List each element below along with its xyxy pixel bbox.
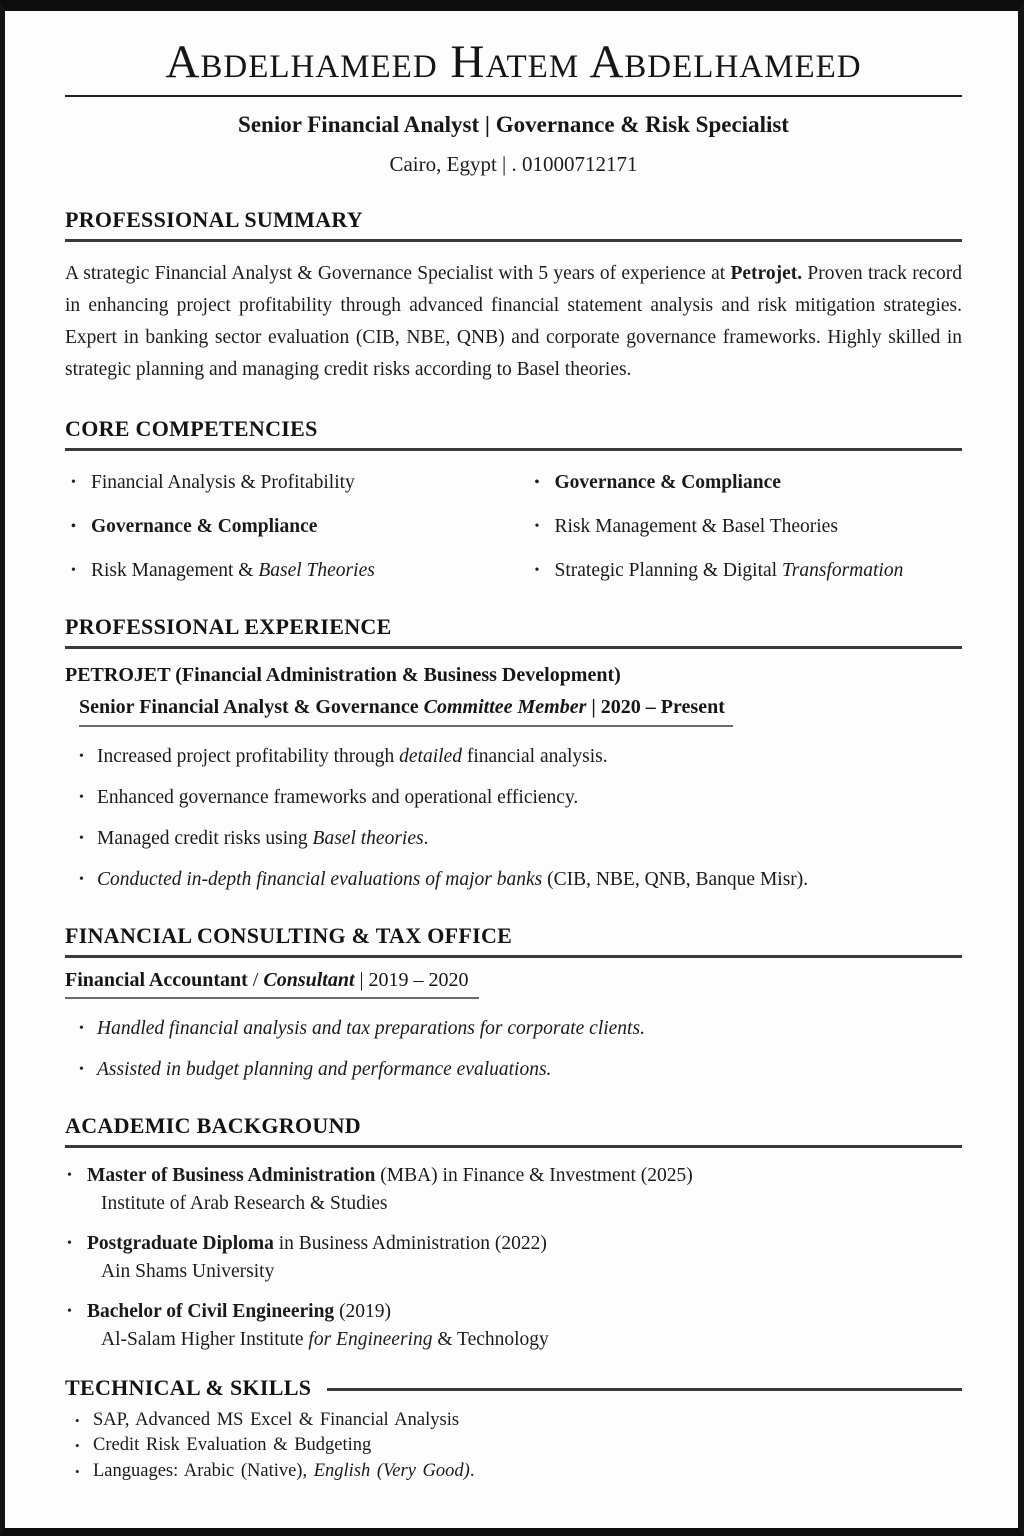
section-professional-summary — [65, 207, 962, 386]
degree-line — [87, 1298, 962, 1325]
degree-detail: (2019) — [334, 1300, 392, 1322]
experience-bullet — [65, 866, 962, 893]
skills-heading-rule — [327, 1388, 962, 1391]
summary-text-lead: A strategic Financial Analyst & Governance Specialist with 5 years of experience at — [65, 262, 731, 284]
contact-line: Cairo, Egypt | . 01000712171 — [389, 151, 638, 176]
role-line-wrap — [65, 687, 962, 727]
institution-name: Al-Salam Higher Institute — [101, 1328, 309, 1350]
institution-name: Institute of Arab Research & Studies — [101, 1192, 388, 1214]
degree-detail: (MBA) in Finance & Investment (2025) — [375, 1164, 693, 1186]
summary-paragraph — [65, 258, 962, 386]
education-list — [65, 1162, 962, 1353]
degree-detail: in Business Administration (2022) — [273, 1232, 547, 1254]
bullet-text-italic: Basel theories — [312, 827, 424, 849]
bullet-text: Enhanced governance frameworks and operational efficiency. — [97, 786, 579, 808]
degree-title: Postgraduate Diploma — [87, 1232, 274, 1254]
consulting-bullet — [65, 1015, 962, 1042]
role-text-italic: Committee Member — [423, 695, 587, 718]
education-heading: ACADEMIC BACKGROUND — [65, 1113, 962, 1148]
competency-label: Risk Management & Basel Theories — [554, 515, 838, 537]
summary-text-rest: Proven track record in enhancing project profitability through advanced financial statement analysis and risk mitigation strategies. Expert in banking sector evaluation (CIB, NBE, QNB) and corporate governance frameworks. Highly skilled in strategic planning and managing credit risks according to Basel theories. — [65, 262, 963, 380]
section-academic-background — [65, 1113, 962, 1353]
skill-text-italic: English (Very Good) — [313, 1460, 470, 1481]
institution-line — [87, 1327, 962, 1353]
degree-title: Master of Business Administration — [87, 1164, 376, 1186]
education-item — [65, 1298, 962, 1353]
consulting-bullet — [65, 1056, 962, 1083]
skills-list — [65, 1408, 962, 1485]
bullet-text-italic: Conducted in-depth financial evaluations of major banks — [97, 868, 543, 890]
resume-header — [65, 37, 962, 177]
competency-label: Financial Analysis & Profitability — [91, 471, 355, 493]
bullet-text-italic: Assisted in budget planning and performance evaluations. — [97, 1058, 552, 1080]
skill-text: SAP, Advanced MS Excel & Financial Analysis — [93, 1409, 460, 1430]
role-dates: | 2020 – Present — [586, 695, 725, 718]
bullet-text-italic: detailed — [399, 745, 462, 767]
candidate-name: Abdelhameed Hatem Abdelhameed — [165, 36, 862, 88]
section-core-competencies — [65, 416, 962, 584]
consulting-bullet-list — [65, 1015, 962, 1083]
skill-text: Credit Risk Evaluation & Budgeting — [93, 1435, 372, 1456]
experience-bullet-list — [65, 743, 962, 893]
bullet-text: Managed credit risks using — [97, 827, 313, 849]
institution-name: Ain Shams University — [101, 1260, 275, 1282]
institution-name-italic: for Engineering — [308, 1328, 433, 1350]
skill-item — [65, 1459, 962, 1485]
competencies-heading: CORE COMPETENCIES — [65, 416, 962, 451]
skills-heading: TECHNICAL & SKILLS — [65, 1374, 312, 1400]
summary-heading: PROFESSIONAL SUMMARY — [65, 207, 962, 242]
competency-item — [529, 557, 963, 584]
job-title: Senior Financial Analyst | Governance & Risk Specialist — [238, 111, 789, 137]
competency-label: Risk Management & — [91, 559, 259, 581]
competencies-grid — [65, 469, 962, 584]
consulting-role-line — [65, 969, 479, 999]
education-item — [65, 1162, 962, 1217]
competencies-left-column — [65, 469, 509, 584]
institution-line — [87, 1259, 962, 1285]
role-text-italic: Consultant — [263, 968, 355, 991]
degree-line — [87, 1230, 962, 1257]
degree-title: Bachelor of Civil Engineering — [87, 1300, 335, 1322]
experience-bullet — [65, 825, 962, 852]
role-line-wrap — [65, 958, 962, 999]
degree-line — [87, 1162, 962, 1189]
header-divider — [65, 95, 962, 97]
competency-item — [529, 513, 963, 540]
experience-bullet — [65, 743, 962, 770]
section-professional-experience — [65, 614, 962, 893]
consulting-heading: FINANCIAL CONSULTING & TAX OFFICE — [65, 923, 962, 958]
role-separator: / — [247, 968, 264, 991]
bullet-text-italic: Handled financial analysis and tax preparations for corporate clients. — [97, 1017, 645, 1039]
institution-name: & Technology — [432, 1328, 549, 1350]
section-financial-consulting — [65, 923, 962, 1083]
bullet-text: financial analysis. — [461, 745, 608, 767]
institution-line — [87, 1191, 962, 1217]
education-item — [65, 1230, 962, 1285]
competencies-right-column — [519, 469, 963, 584]
bullet-text: Increased project profitability through — [97, 745, 400, 767]
bullet-text: (CIB, NBE, QNB, Banque Misr). — [542, 868, 809, 890]
competency-label: Governance & Compliance — [554, 471, 781, 493]
competency-item — [529, 469, 963, 496]
summary-company-bold: Petrojet. — [730, 262, 803, 284]
experience-bullet — [65, 784, 962, 811]
skills-heading-row — [65, 1375, 962, 1401]
competency-item — [65, 557, 509, 584]
competency-label: Governance & Compliance — [91, 515, 318, 537]
role-line — [79, 696, 733, 727]
skill-item — [65, 1408, 962, 1434]
competency-label-italic: Basel Theories — [258, 559, 375, 581]
competency-label-italic: Transformation — [781, 559, 904, 581]
bullet-text: . — [423, 827, 429, 849]
skill-item — [65, 1433, 962, 1459]
skill-text: Languages: Arabic (Native), — [93, 1460, 314, 1481]
role-text: Senior Financial Analyst & Governance — [79, 695, 424, 718]
competency-item — [65, 513, 509, 540]
skill-text: . — [469, 1460, 475, 1481]
resume-document — [5, 11, 1018, 1484]
role-dates: | 2019 – 2020 — [354, 968, 469, 991]
experience-heading: PROFESSIONAL EXPERIENCE — [65, 614, 962, 649]
role-text-bold: Financial Accountant — [65, 968, 248, 991]
competency-item — [65, 469, 509, 496]
company-line: PETROJET (Financial Administration & Business Development) — [65, 663, 621, 686]
section-technical-skills — [65, 1375, 962, 1485]
competency-label: Strategic Planning & Digital — [554, 559, 782, 581]
